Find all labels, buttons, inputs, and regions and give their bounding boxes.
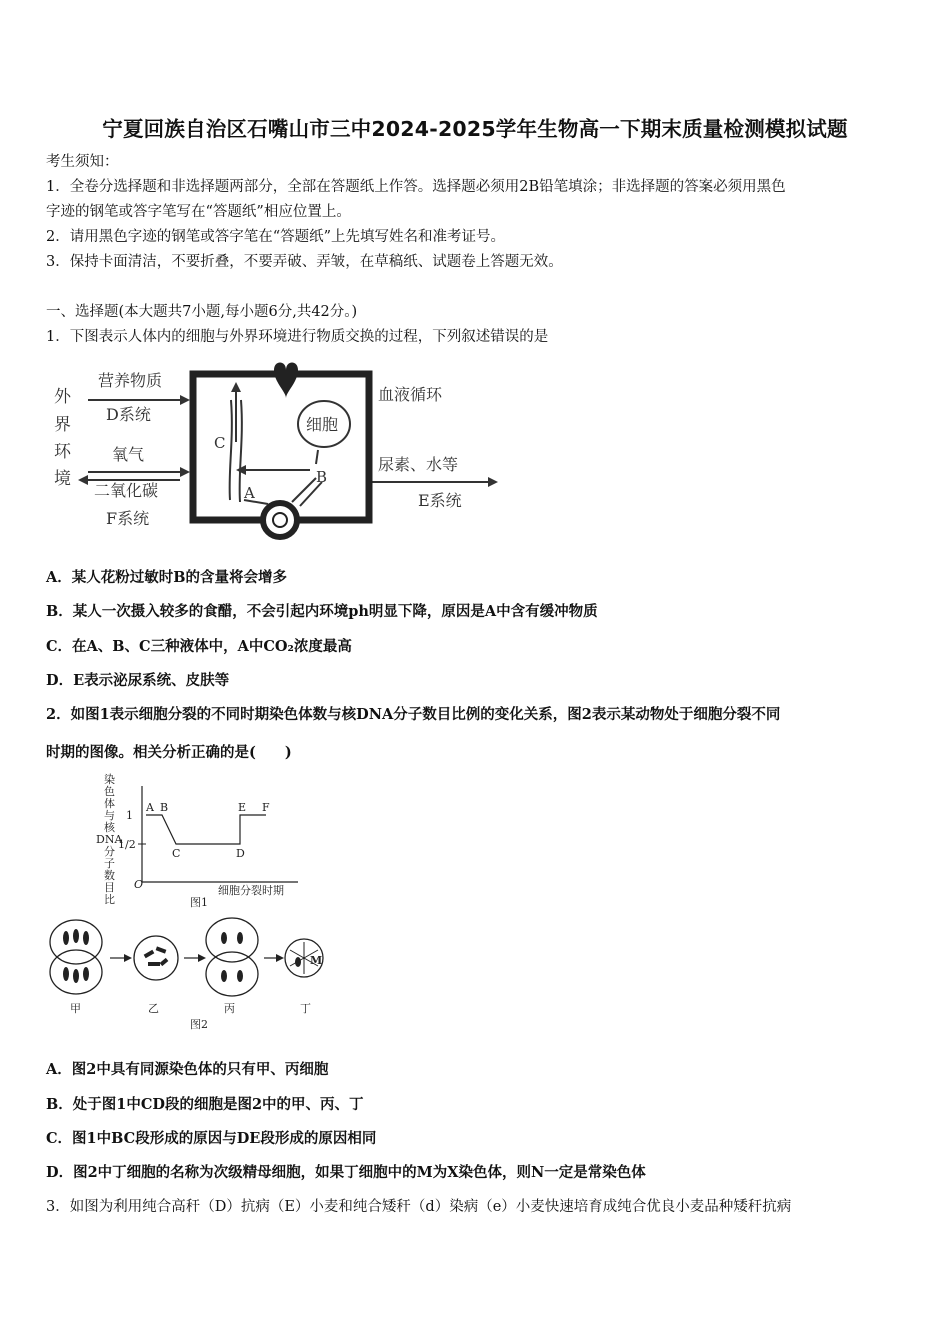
urea-water-label: 尿素、水等	[378, 455, 459, 474]
point-c: C	[172, 847, 181, 860]
question-1-stem: 1．下图表示人体内的细胞与外界环境进行物质交换的过程，下列叙述错误的是	[46, 329, 549, 345]
y-axis-label-char: 体	[104, 797, 115, 810]
label-m: M	[310, 954, 323, 967]
fig2-caption: 图2	[190, 1018, 208, 1031]
fluid-a-label: A	[244, 484, 255, 502]
q2-option-b[interactable]: B．处于图1中CD段的细胞是图2中的甲、丙、丁	[46, 1096, 364, 1113]
q2-option-d[interactable]: D．图2中丁细胞的名称为次级精母细胞，如果丁细胞中的M为X染色体，则N一定是常染色体	[46, 1164, 646, 1181]
q1-option-d[interactable]: D．E表示泌尿系统、皮肤等	[46, 672, 230, 689]
y-axis-label-char: 分	[104, 845, 115, 858]
question-2-stem-line-2: 时期的图像。相关分析正确的是( )	[46, 744, 292, 761]
q1-option-c[interactable]: C．在A、B、C三种液体中，A中CO₂浓度最高	[46, 638, 352, 655]
origin-label: O	[134, 878, 144, 891]
y-axis-label-char: 染	[104, 773, 115, 786]
nutrients-label: 营养物质	[98, 371, 163, 390]
e-system-label: E系统	[418, 491, 462, 510]
cell-jia-label: 甲	[70, 1002, 81, 1015]
heart-shape	[274, 363, 298, 399]
point-e: E	[238, 801, 247, 814]
tick-half: 1/2	[118, 838, 136, 851]
q1-figure	[48, 360, 518, 540]
point-b: B	[160, 801, 169, 814]
q2-option-c[interactable]: C．图1中BC段形成的原因与DE段形成的原因相同	[46, 1130, 377, 1147]
outside-label-3: 环	[54, 442, 71, 462]
cell-yi-label: 乙	[148, 1002, 159, 1015]
q2-option-a[interactable]: A．图2中具有同源染色体的只有甲、丙细胞	[46, 1061, 329, 1078]
ratio-line	[146, 815, 266, 844]
y-axis-label-char: 目	[104, 881, 115, 894]
cell-bing-label: 丙	[224, 1002, 235, 1015]
notice-item-1-line-1: 1．全卷分选择题和非选择题两部分，全部在答题纸上作答。选择题必须用2B铅笔填涂；非选择题的答案必须用黑色	[46, 179, 786, 195]
outside-label-1: 外	[54, 387, 71, 407]
page-title: 宁夏回族自治区石嘴山市三中2024-2025学年生物高一下期末质量检测模拟试题	[102, 117, 848, 141]
cell-label: 细胞	[306, 415, 339, 434]
point-a: A	[146, 801, 154, 814]
q1-option-b[interactable]: B．某人一次摄入较多的食醋，不会引起内环境ph明显下降，原因是A中含有缓冲物质	[46, 603, 598, 620]
q2-figure-1	[94, 772, 314, 918]
point-d: D	[236, 847, 245, 860]
cell-yi	[134, 936, 178, 980]
q2-figure-2	[44, 914, 344, 1034]
fluid-c-label: C	[214, 434, 226, 452]
notice-heading: 考生须知：	[46, 154, 119, 170]
y-axis-label-char: DNA	[96, 833, 123, 846]
cell-bing	[206, 918, 258, 996]
tick-1: 1	[126, 809, 133, 822]
y-axis-label-char: 色	[104, 785, 115, 798]
fig1-caption: 图1	[190, 896, 208, 909]
d-system-label: D系统	[106, 405, 151, 424]
fluid-b-label: B	[316, 468, 328, 486]
y-axis-label-char: 比	[104, 893, 115, 906]
notice-item-2: 2．请用黑色字迹的钢笔或答字笔在“答题纸”上先填写姓名和准考证号。	[46, 229, 506, 245]
point-f: F	[262, 801, 270, 814]
question-3-stem-line-1: 3．如图为利用纯合高秆（D）抗病（E）小麦和纯合矮秆（d）染病（e）小麦快速培育成纯合优良小麦品种矮秆抗病	[46, 1199, 792, 1215]
f-system-label: F系统	[106, 509, 150, 528]
y-axis-label-char: 核	[104, 821, 115, 834]
cell-ding-label: 丁	[300, 1002, 311, 1015]
y-axis-label-char: 数	[104, 869, 115, 882]
oxygen-label: 氧气	[112, 445, 145, 464]
y-axis-label-char: 与	[104, 809, 115, 822]
outside-label-4: 境	[54, 469, 71, 489]
outside-label-2: 界	[54, 415, 71, 435]
q1-option-a[interactable]: A．某人花粉过敏时B的含量将会增多	[46, 569, 288, 586]
notice-item-3: 3．保持卡面清洁，不要折叠，不要弄破、弄皱，在草稿纸、试题卷上答题无效。	[46, 254, 563, 270]
y-axis-label-char: 子	[104, 857, 115, 870]
notice-item-1-line-2: 字迹的钢笔或答字笔写在“答题纸”相应位置上。	[46, 204, 351, 220]
question-2-stem-line-1: 2．如图1表示细胞分裂的不同时期染色体数与核DNA分子数目比例的变化关系，图2表示某动物处于细胞分裂不同	[46, 706, 781, 723]
x-axis-label: 细胞分裂时期	[218, 884, 284, 897]
co2-label: 二氧化碳	[94, 481, 159, 500]
section-heading: 一、选择题(本大题共7小题,每小题6分,共42分。)	[46, 304, 358, 320]
blood-circulation-label: 血液循环	[378, 385, 443, 404]
